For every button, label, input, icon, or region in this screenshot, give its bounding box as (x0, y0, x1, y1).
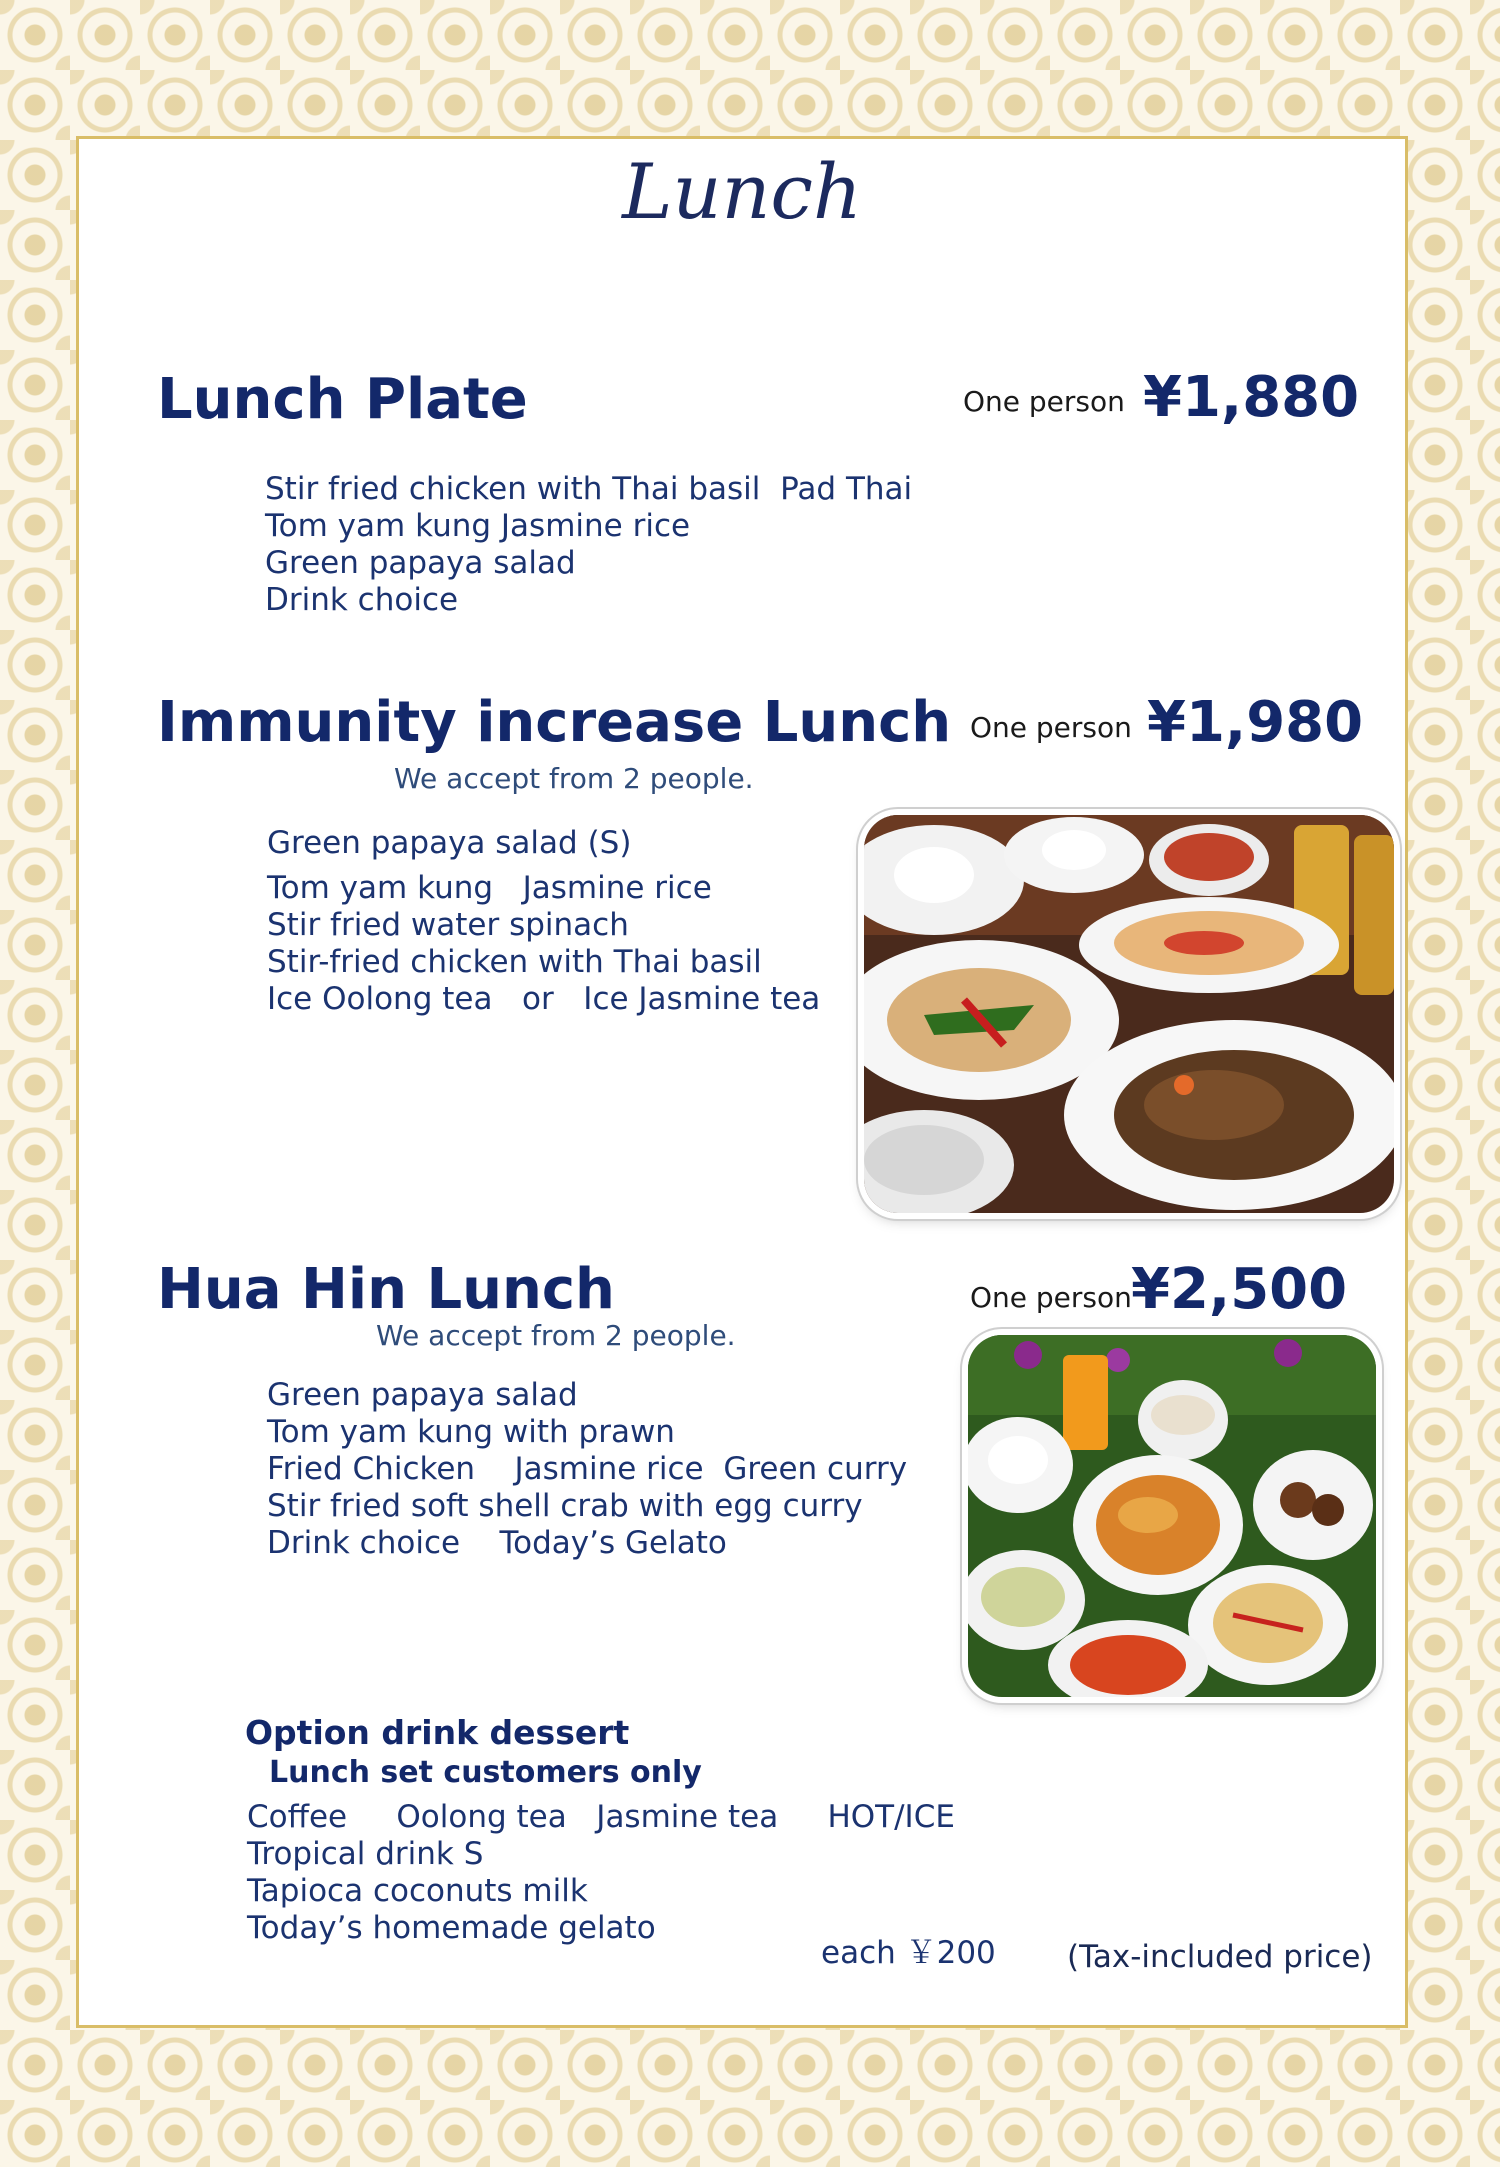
list-item: Coffee Oolong tea Jasmine tea HOT/ICE (247, 1799, 955, 1835)
min-people-note: We accept from 2 people. (376, 1319, 736, 1352)
list-item: Tropical drink S (247, 1836, 484, 1872)
price-lunch-plate: ¥1,880 (1143, 365, 1360, 430)
min-people-note: We accept from 2 people. (394, 762, 754, 795)
list-item: Stir fried water spinach (267, 907, 629, 943)
options-title: Option drink dessert (245, 1713, 630, 1752)
list-item: Drink choice (265, 582, 459, 618)
options-subtitle: Lunch set customers only (269, 1755, 702, 1790)
tax-note: (Tax-included price) (1067, 1939, 1373, 1975)
price-hua-hin-lunch: ¥2,500 (1131, 1257, 1348, 1322)
list-item: Stir fried chicken with Thai basil Pad Thai (265, 471, 913, 507)
food-photo-immunity-lunch (864, 815, 1394, 1213)
list-item: Stir fried soft shell crab with egg curry (267, 1488, 863, 1524)
list-item: Green papaya salad (265, 545, 576, 581)
section-title-hua-hin-lunch: Hua Hin Lunch (157, 1257, 615, 1322)
section-title-immunity-lunch: Immunity increase Lunch (157, 690, 952, 755)
list-item: Stir-fried chicken with Thai basil (267, 944, 762, 980)
list-item: Green papaya salad (267, 1377, 578, 1413)
item-list-hua-hin-lunch (267, 1377, 907, 1562)
price-immunity-lunch: ¥1,980 (1147, 690, 1364, 755)
list-item: Tom yam kung Jasmine rice (265, 508, 691, 544)
per-person-label: One person (963, 385, 1125, 418)
list-item: Today’s homemade gelato (247, 1910, 656, 1946)
options-each-price: each ￥200 (821, 1935, 996, 1971)
food-photo-hua-hin-lunch (968, 1335, 1376, 1697)
list-item: Drink choice Today’s Gelato (267, 1525, 727, 1561)
options-item-list (247, 1799, 955, 1947)
item-list-immunity-lunch (267, 825, 820, 1018)
list-item: Fried Chicken Jasmine rice Green curry (267, 1451, 908, 1487)
list-item: Tom yam kung Jasmine rice (267, 870, 712, 906)
list-item: Tapioca coconuts milk (247, 1873, 588, 1909)
list-item: Green papaya salad (S) (267, 825, 632, 861)
list-item: Tom yam kung with prawn (267, 1414, 675, 1450)
section-title-lunch-plate: Lunch Plate (157, 367, 528, 432)
per-person-label: One person (970, 711, 1132, 744)
menu-panel (76, 136, 1408, 2028)
item-list-lunch-plate (265, 471, 912, 619)
page-title: Lunch (622, 147, 862, 236)
per-person-label: One person (970, 1281, 1132, 1314)
list-item: Ice Oolong tea or Ice Jasmine tea (267, 981, 821, 1017)
